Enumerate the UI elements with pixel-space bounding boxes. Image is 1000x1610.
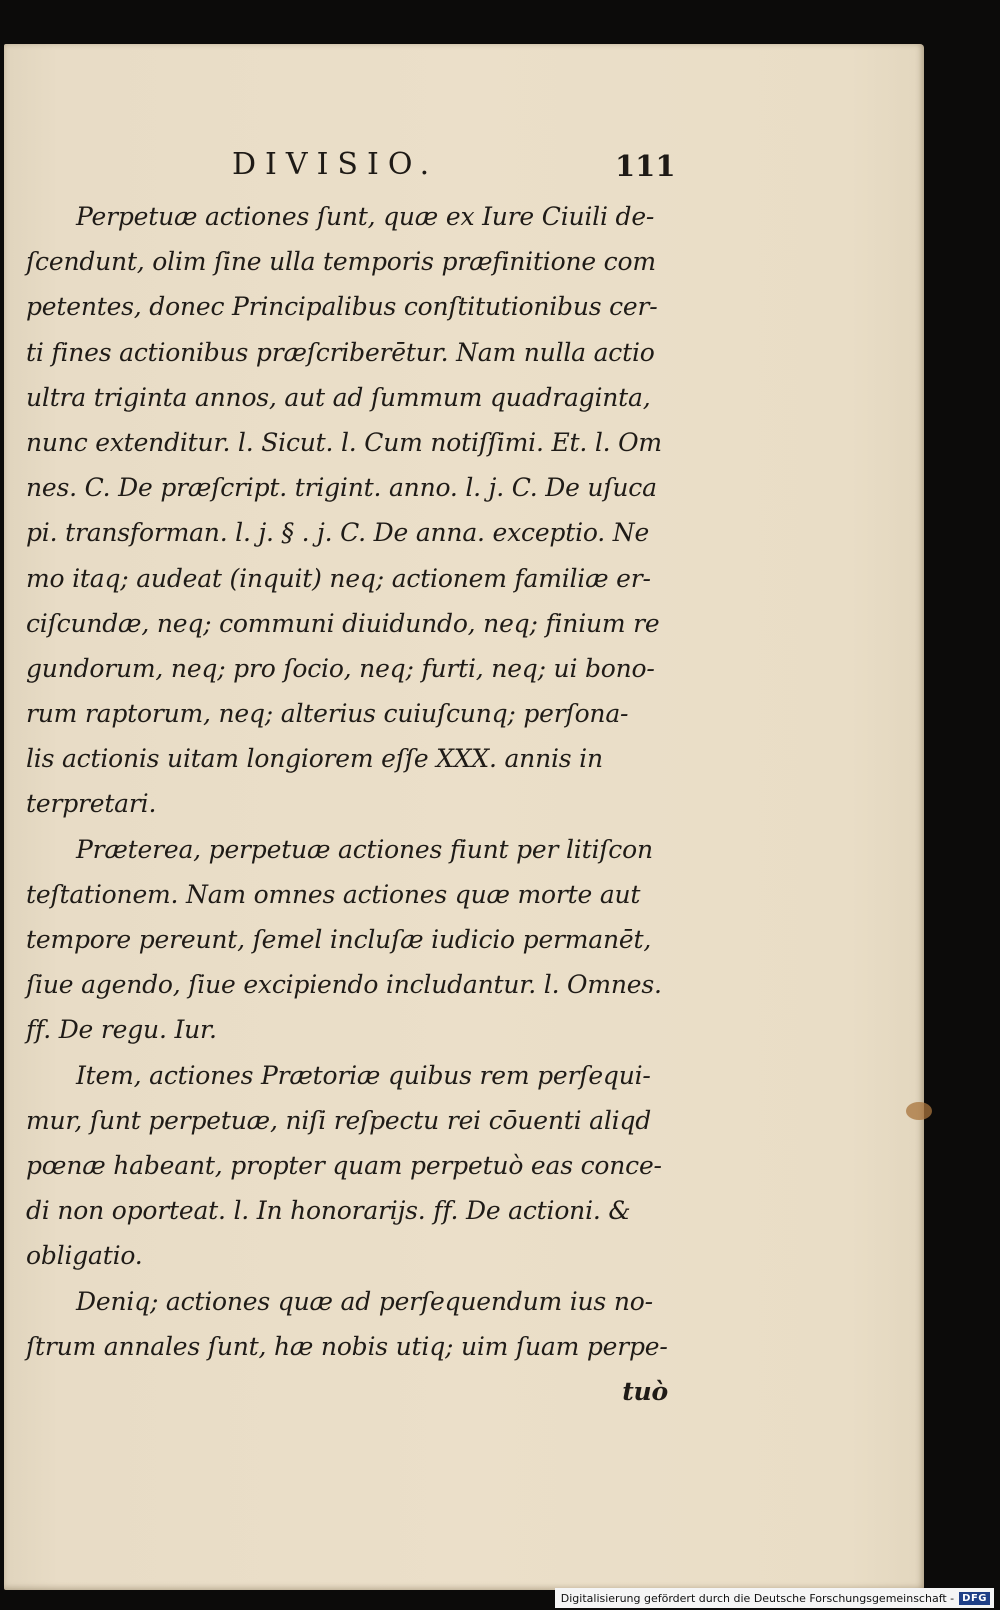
text-line: Deniq; actiones quæ ad perſequendum ius no- — [76, 1286, 653, 1316]
text-line: teſtationem. Nam omnes actiones quæ morte aut — [26, 879, 641, 909]
text-line: tempore pereunt, ſemel incluſæ iudicio permanēt, — [26, 925, 652, 954]
text-line: gundorum, neq; pro ſocio, neq; furti, neq; ui bono- — [26, 653, 655, 683]
text-line: nes. C. De præſcript. trigint. anno. l. j. C. De uſuca — [26, 473, 657, 503]
page-number: 111 — [615, 149, 676, 183]
running-head: DIVISIO. — [232, 147, 439, 182]
text-line: ultra triginta annos, aut ad ſummum quadraginta, — [26, 382, 651, 412]
text-line: nunc extenditur. l. Sicut. l. Cum notiſſimi. Et. l. Om — [26, 427, 662, 457]
catchword: tuò — [622, 1376, 668, 1406]
text-line: mo itaq; audeat (inquit) neq; actionem familiæ er- — [26, 563, 651, 593]
text-line: terpretari. — [26, 789, 157, 819]
text-line: ff. De regu. Iur. — [26, 1015, 217, 1045]
text-line: ſiue agendo, ſiue excipiendo includantur. l. Omnes. — [26, 970, 662, 1000]
text-line: pi. transforman. l. j. § . j. C. De anna. exceptio. Ne — [26, 518, 650, 548]
text-line: Præterea, perpetuæ actiones fiunt per litiſcon — [76, 834, 653, 864]
text-line: rum raptorum, neq; alterius cuiuſcunq; perſona- — [26, 699, 629, 729]
text-line: petentes, donec Principalibus conſtitutionibus cer- — [26, 292, 658, 322]
text-line: lis actionis uitam longiorem eſſe XXX. annis in — [26, 744, 603, 774]
paragraph-3 — [26, 1053, 676, 1279]
text-line: Perpetuæ actiones ſunt, quæ ex Iure Ciuili de- — [76, 202, 655, 231]
text-line: ciſcundæ, neq; communi diuidundo, neq; finium re — [26, 608, 660, 638]
credit-text: Digitalisierung gefördert durch die Deutsche Forschungsgemeinschaft - — [560, 1591, 955, 1605]
body-text — [26, 194, 676, 1414]
paragraph-1 — [26, 194, 676, 827]
text-line: mur, ſunt perpetuæ, niſi reſpectu rei cōuenti aliqd — [26, 1105, 652, 1135]
paper-stain — [906, 1102, 932, 1120]
digitization-credit — [555, 1588, 994, 1608]
text-line: Item, actiones Prætoriæ quibus rem perſequi- — [76, 1060, 651, 1090]
text-line: pœnæ habeant, propter quam perpetuò eas conce- — [26, 1150, 662, 1180]
text-line: ti fines actionibus præſcriberētur. Nam nulla actio — [26, 337, 655, 367]
text-line: obligatio. — [26, 1241, 143, 1271]
dfg-logo-icon: DFG — [959, 1592, 990, 1605]
paragraph-4 — [26, 1279, 676, 1369]
text-line: di non oporteat. l. In honorarijs. ff. De actioni. & — [26, 1196, 631, 1226]
text-line: ſcendunt, olim ſine ulla temporis præfinitione com — [26, 247, 656, 277]
page-header — [0, 147, 1000, 187]
paragraph-2 — [26, 827, 676, 1053]
text-line: ſtrum annales ſunt, hæ nobis utiq; uim ſuam perpe- — [26, 1331, 668, 1361]
